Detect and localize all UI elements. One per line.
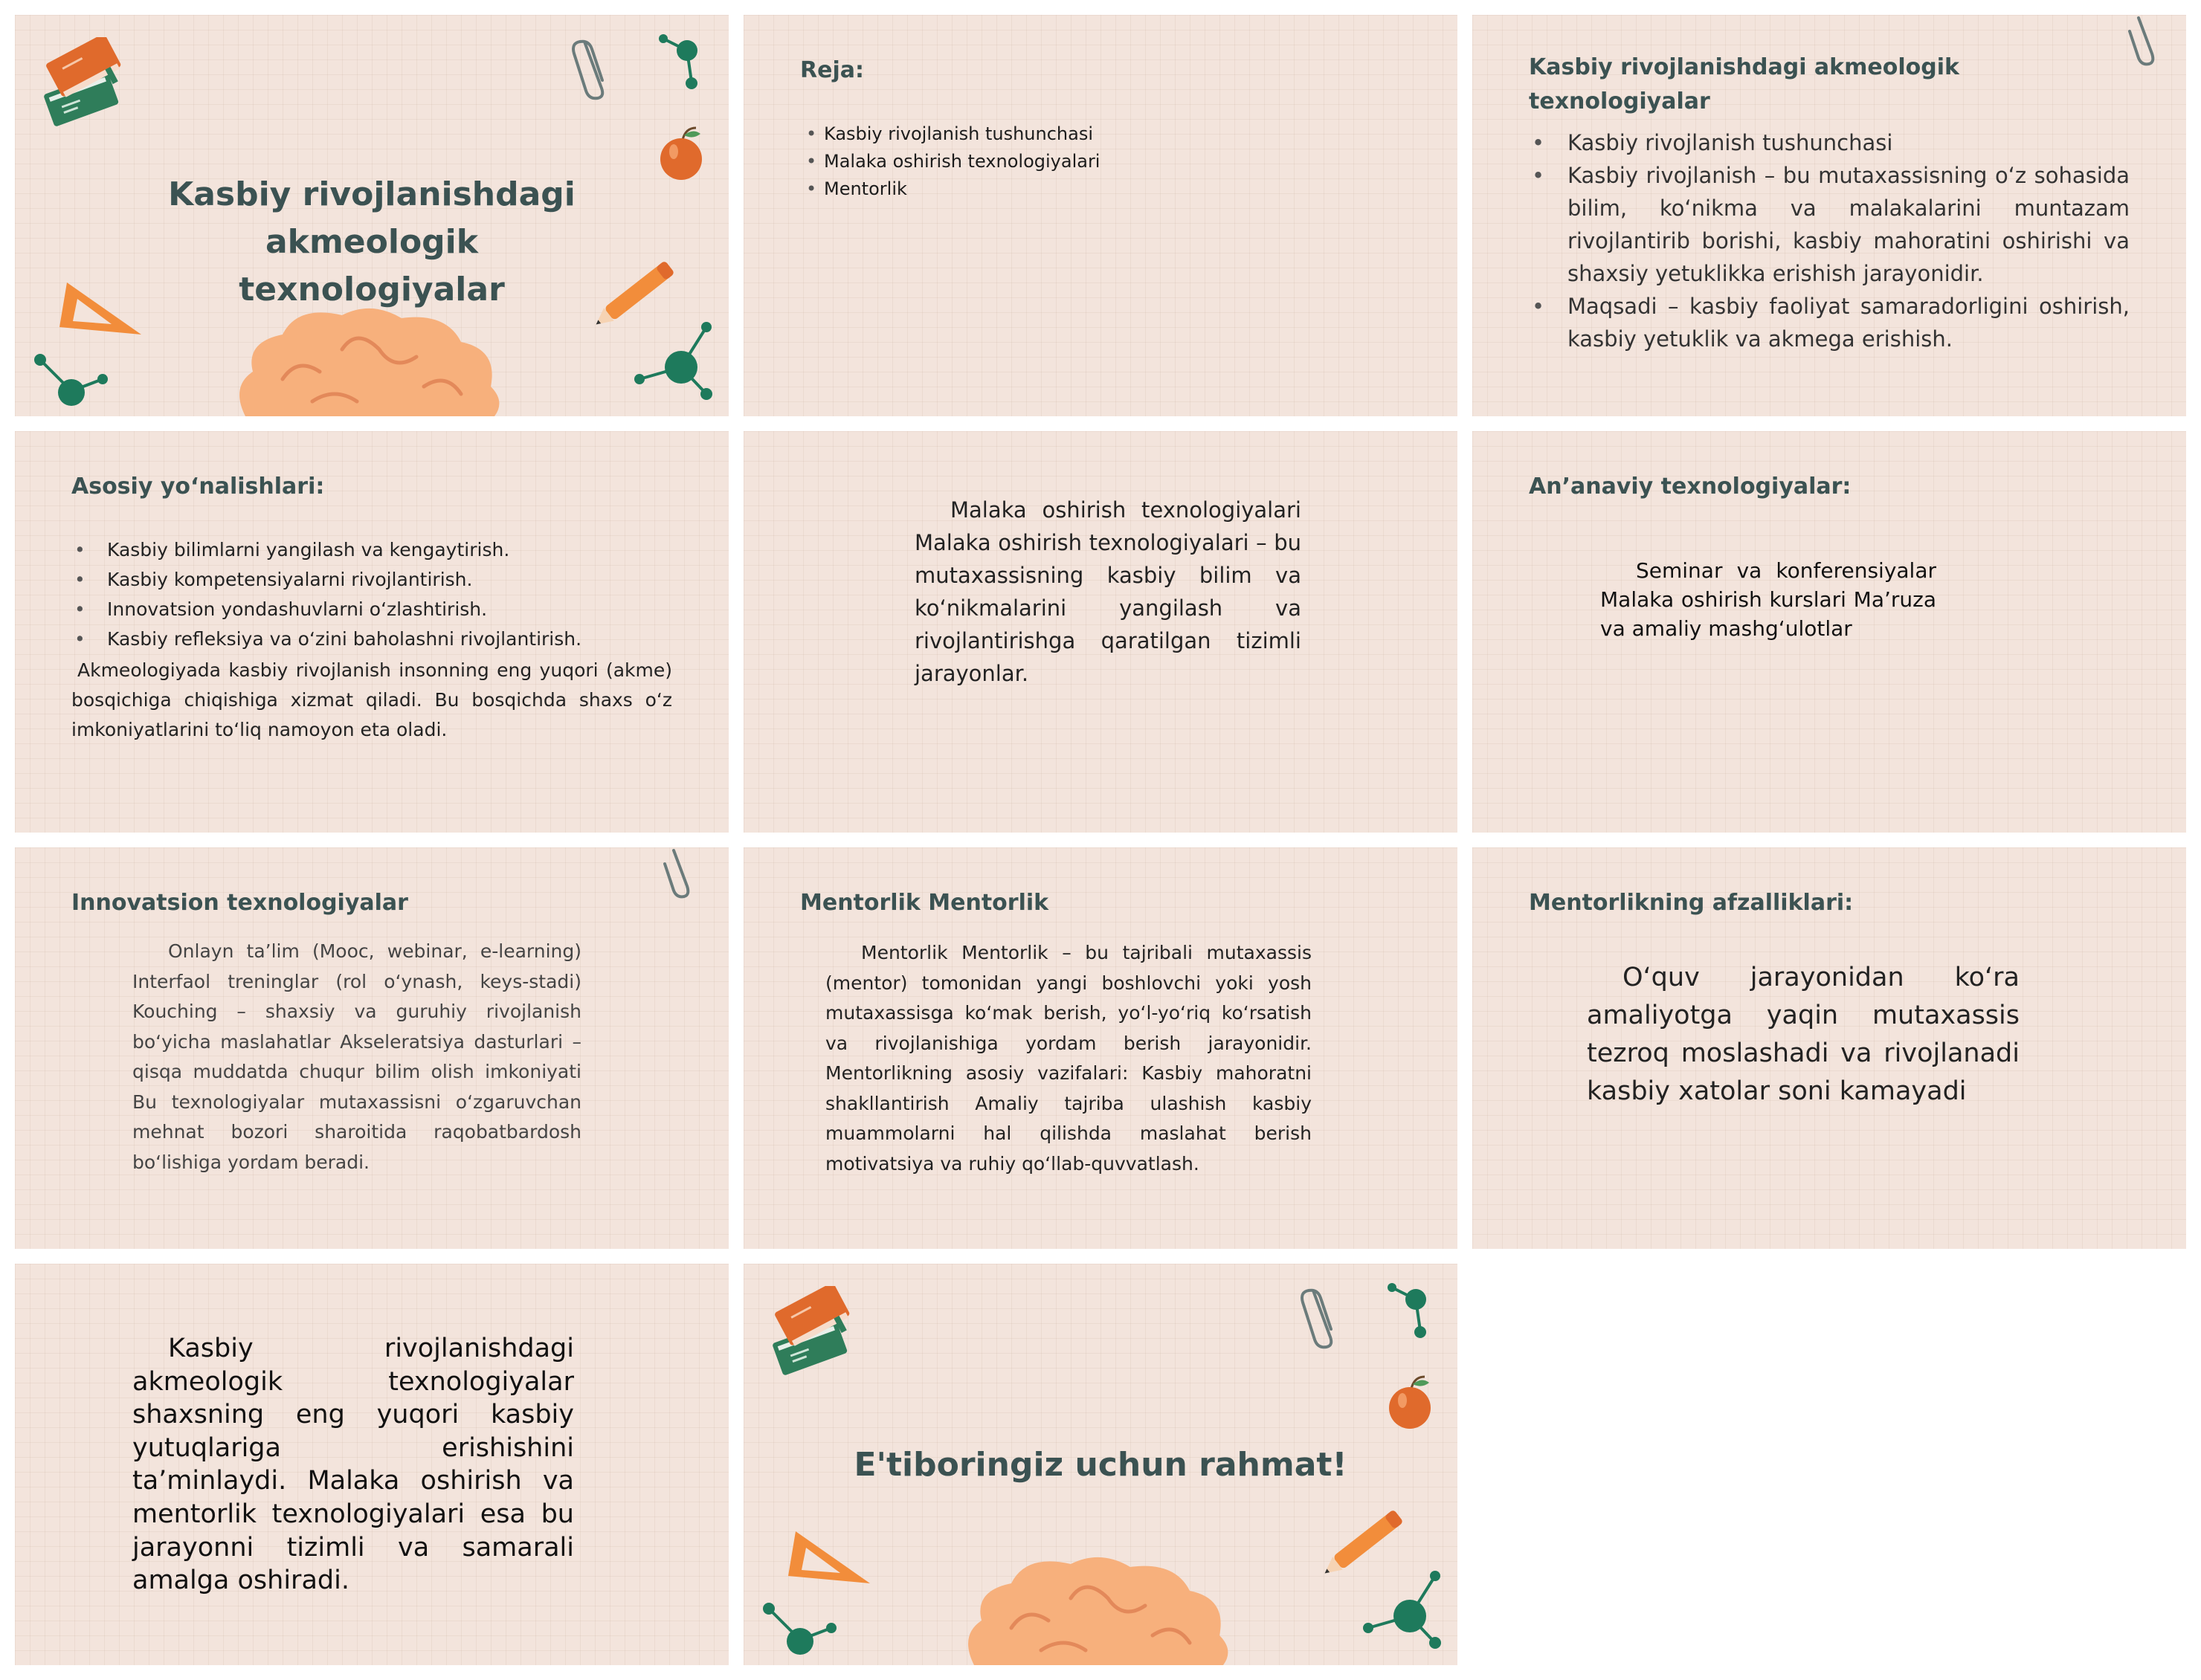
- slide-8-mentorship: [744, 847, 1457, 1249]
- slide-heading: Mentorlik Mentorlik: [800, 890, 1049, 916]
- paragraph: O‘quv jarayonidan ko‘ra amaliyotga yaqin mutaxassis tezroq moslashadi va rivojlanadi kasbiy xatolar soni kamayadi: [1587, 963, 2020, 1106]
- paperclip-icon: [662, 847, 706, 899]
- slide-title: Kasbiy rivojlanishdagi akmeologik texnologiyalar: [168, 175, 576, 308]
- slide-3-concept: [1472, 15, 2186, 416]
- slide-5-qualification: [744, 431, 1457, 833]
- list-item: • Kasbiy rivojlanish tushunchasi: [803, 120, 1100, 148]
- slide-1-title: [15, 15, 729, 416]
- concept-list: [1529, 126, 2130, 355]
- slide-2-plan: [744, 15, 1457, 416]
- slide-heading: Asosiy yo‘nalishlari:: [71, 474, 325, 500]
- molecule-icon: [654, 30, 714, 97]
- paperclip-icon: [571, 27, 616, 101]
- slide-title: E'tiboringiz uchun rahmat!: [854, 1446, 1347, 1484]
- list-item: • Malaka oshirish texnologiyalari: [803, 148, 1100, 175]
- list-item: • Kasbiy refleksiya va o‘zini baholashni rivojlantirish.: [71, 624, 681, 654]
- list-item: • Kasbiy kompetensiyalarni rivojlantirish.: [71, 565, 681, 595]
- brain-icon: [959, 1554, 1234, 1665]
- slide-heading: Reja:: [800, 57, 864, 83]
- list-item: • Maqsadi – kasbiy faoliyat samaradorligini oshirish, kasbiy yetuklik va akmega erishish.: [1529, 290, 2130, 355]
- plan-list: [803, 120, 1100, 203]
- slide-heading: An’anaviy texnologiyalar:: [1529, 474, 1852, 500]
- list-item: • Kasbiy rivojlanish tushunchasi: [1529, 126, 2130, 159]
- paragraph: Akmeologiyada kasbiy rivojlanish insonning eng yuqori (akme) bosqichiga chiqishiga xizmat qiladi. Bu bosqichda shaxs o‘z imkoniyatlarini to‘liq namoyon eta oladi.: [71, 659, 672, 740]
- slide-heading: Mentorlikning afzalliklari:: [1529, 890, 1854, 916]
- molecule-icon: [30, 349, 112, 416]
- list-item: • Kasbiy rivojlanish – bu mutaxassisning o‘z sohasida bilim, ko‘nikma va malakalarini muntazam rivojlantirib borishi, kasbiy mahoratini oshirishi va shaxsiy yetuklikka erishish jarayonidir.: [1529, 159, 2130, 290]
- molecule-icon: [632, 312, 721, 409]
- ruler-triangle-icon: [781, 1502, 885, 1591]
- paperclip-icon: [2127, 15, 2171, 67]
- paragraph: Kasbiy rivojlanishdagi akmeologik texnologiyalar shaxsning eng yuqori kasbiy yutuqlariga erishishini ta’minlaydi. Malaka oshirish va mentorlik texnologiyalari esa bu jarayonni tizimli va samarali amalga oshiradi.: [132, 1334, 574, 1596]
- slide-heading: Innovatsion texnologiyalar: [71, 890, 408, 916]
- books-icon: [766, 1286, 855, 1383]
- list-item: • Innovatsion yondashuvlarni o‘zlashtirish.: [71, 595, 681, 624]
- brain-icon: [231, 305, 506, 416]
- apple-icon: [1385, 1372, 1437, 1432]
- molecule-icon: [1383, 1279, 1443, 1345]
- slide-7-innovative: [15, 847, 729, 1249]
- molecule-icon: [758, 1598, 840, 1665]
- paragraph: Seminar va konferensiyalar Malaka oshirish kurslari Ma’ruza va amaliy mashg‘ulotlar: [1600, 558, 1936, 641]
- paragraph: Onlayn ta’lim (Mooc, webinar, e-learning) Interfaol treninglar (rol o‘ynash, keys-stadi) Kouching – shaxsiy va guruhiy rivojlanish bo‘yicha maslahatlar Akseleratsiya dasturlari – qisqa muddatda chuqur bilim olish imkoniyati Bu texnologiyalar mutaxassisni o‘zgaruvchan mehnat bozori sharoitida raqobatbardosh bo‘lishiga yordam beradi.: [132, 940, 581, 1173]
- paragraph: Malaka oshirish texnologiyalari Malaka oshirish texnologiyalari – bu mutaxassisning kasbiy bilim va ko‘nikmalarini yangilash va rivojlantirishga qaratilgan tizimli jarayonlar.: [915, 497, 1301, 686]
- slide-10-conclusion: [15, 1264, 729, 1665]
- slide-heading: Kasbiy rivojlanishdagi akmeologik texnologiyalar: [1529, 54, 1959, 114]
- slide-9-advantages: [1472, 847, 2186, 1249]
- molecule-icon: [1361, 1561, 1450, 1658]
- paperclip-icon: [1300, 1276, 1344, 1350]
- books-icon: [37, 37, 126, 134]
- directions-list: [71, 535, 681, 654]
- slide-4-directions: [15, 431, 729, 833]
- slide-6-traditional: [1472, 431, 2186, 833]
- paragraph: Mentorlik Mentorlik – bu tajribali mutaxassis (mentor) tomonidan yangi boshlovchi yoki yosh mutaxassisga ko‘mak berish, yo‘l-yo‘riq ko‘rsatish va rivojlanishiga yordam berish jarayonidir. Mentorlikning asosiy vazifalari: Kasbiy mahoratni shakllantirish Amaliy tajriba ulashish kasbiy muammolarni hal qilishda maslahat berish motivatsiya va ruhiy qo‘llab-quvvatlash.: [825, 942, 1312, 1175]
- list-item: • Kasbiy bilimlarni yangilash va kengaytirish.: [71, 535, 681, 565]
- slide-11-thanks: [744, 1264, 1457, 1665]
- list-item: • Mentorlik: [803, 175, 1100, 203]
